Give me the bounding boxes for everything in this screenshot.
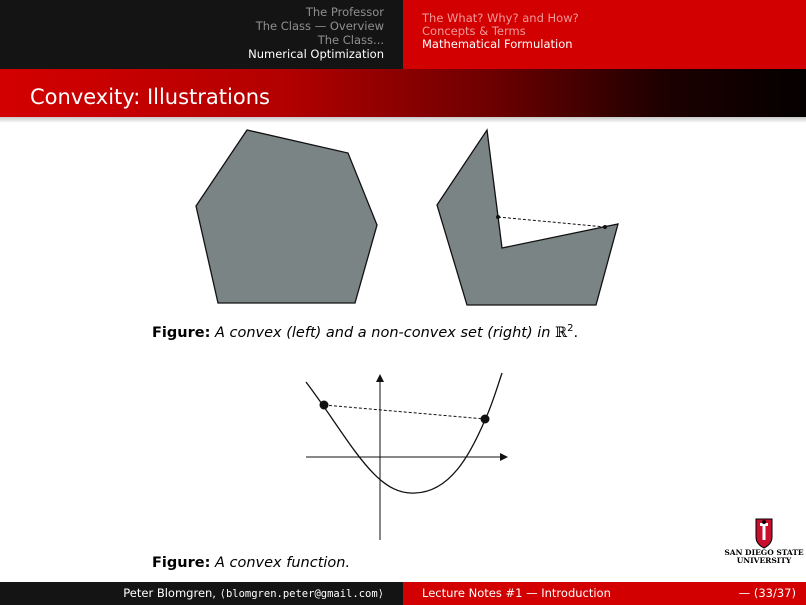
figure2-text: A convex function. bbox=[214, 555, 351, 571]
nav-section-professor[interactable]: The Professor bbox=[305, 5, 384, 19]
function-point-right bbox=[481, 415, 490, 424]
figure2-caption bbox=[152, 554, 350, 572]
sdsu-logo-text bbox=[724, 549, 804, 565]
footer-page-number: — (33/37) bbox=[738, 586, 796, 600]
nav-subsection-what-why-how[interactable]: The What? Why? and How? bbox=[422, 11, 579, 25]
sdsu-logo bbox=[724, 517, 804, 565]
nav-section-overview[interactable]: The Class — Overview bbox=[255, 19, 384, 33]
figure1-exponent: 2 bbox=[567, 323, 574, 334]
author-name: Peter Blomgren, bbox=[123, 586, 220, 600]
logo-line-1: SAN DIEGO STATE bbox=[724, 548, 804, 557]
nav-section-numerical-optimization[interactable]: Numerical Optimization bbox=[248, 47, 384, 61]
figure1-end: . bbox=[573, 324, 579, 341]
figure1-label: Figure: bbox=[152, 324, 211, 341]
nav-subsection-formulation[interactable]: Mathematical Formulation bbox=[422, 37, 573, 51]
function-chord bbox=[324, 405, 485, 419]
frame-title: Convexity: Illustrations bbox=[30, 85, 270, 109]
footer-lecture-panel bbox=[403, 582, 806, 605]
logo-line-2: UNIVERSITY bbox=[736, 556, 792, 565]
nav-subsection-concepts[interactable]: Concepts & Terms bbox=[422, 24, 526, 38]
nav-section-class[interactable]: The Class... bbox=[317, 33, 384, 47]
convex-curve bbox=[306, 373, 502, 493]
footer-lecture-title[interactable]: Lecture Notes #1 — Introduction bbox=[422, 586, 611, 600]
footer-author bbox=[123, 586, 384, 600]
figure1-math-set: ℝ bbox=[555, 324, 568, 341]
sdsu-shield-icon bbox=[724, 517, 804, 549]
figure1-text: A convex (left) and a non-convex set (right) in bbox=[214, 324, 556, 341]
figure2-label: Figure: bbox=[152, 555, 211, 571]
author-email[interactable]: ⟨blomgren.peter@gmail.com⟩ bbox=[219, 588, 384, 600]
function-point-left bbox=[320, 401, 329, 410]
footer-author-panel bbox=[0, 582, 403, 605]
